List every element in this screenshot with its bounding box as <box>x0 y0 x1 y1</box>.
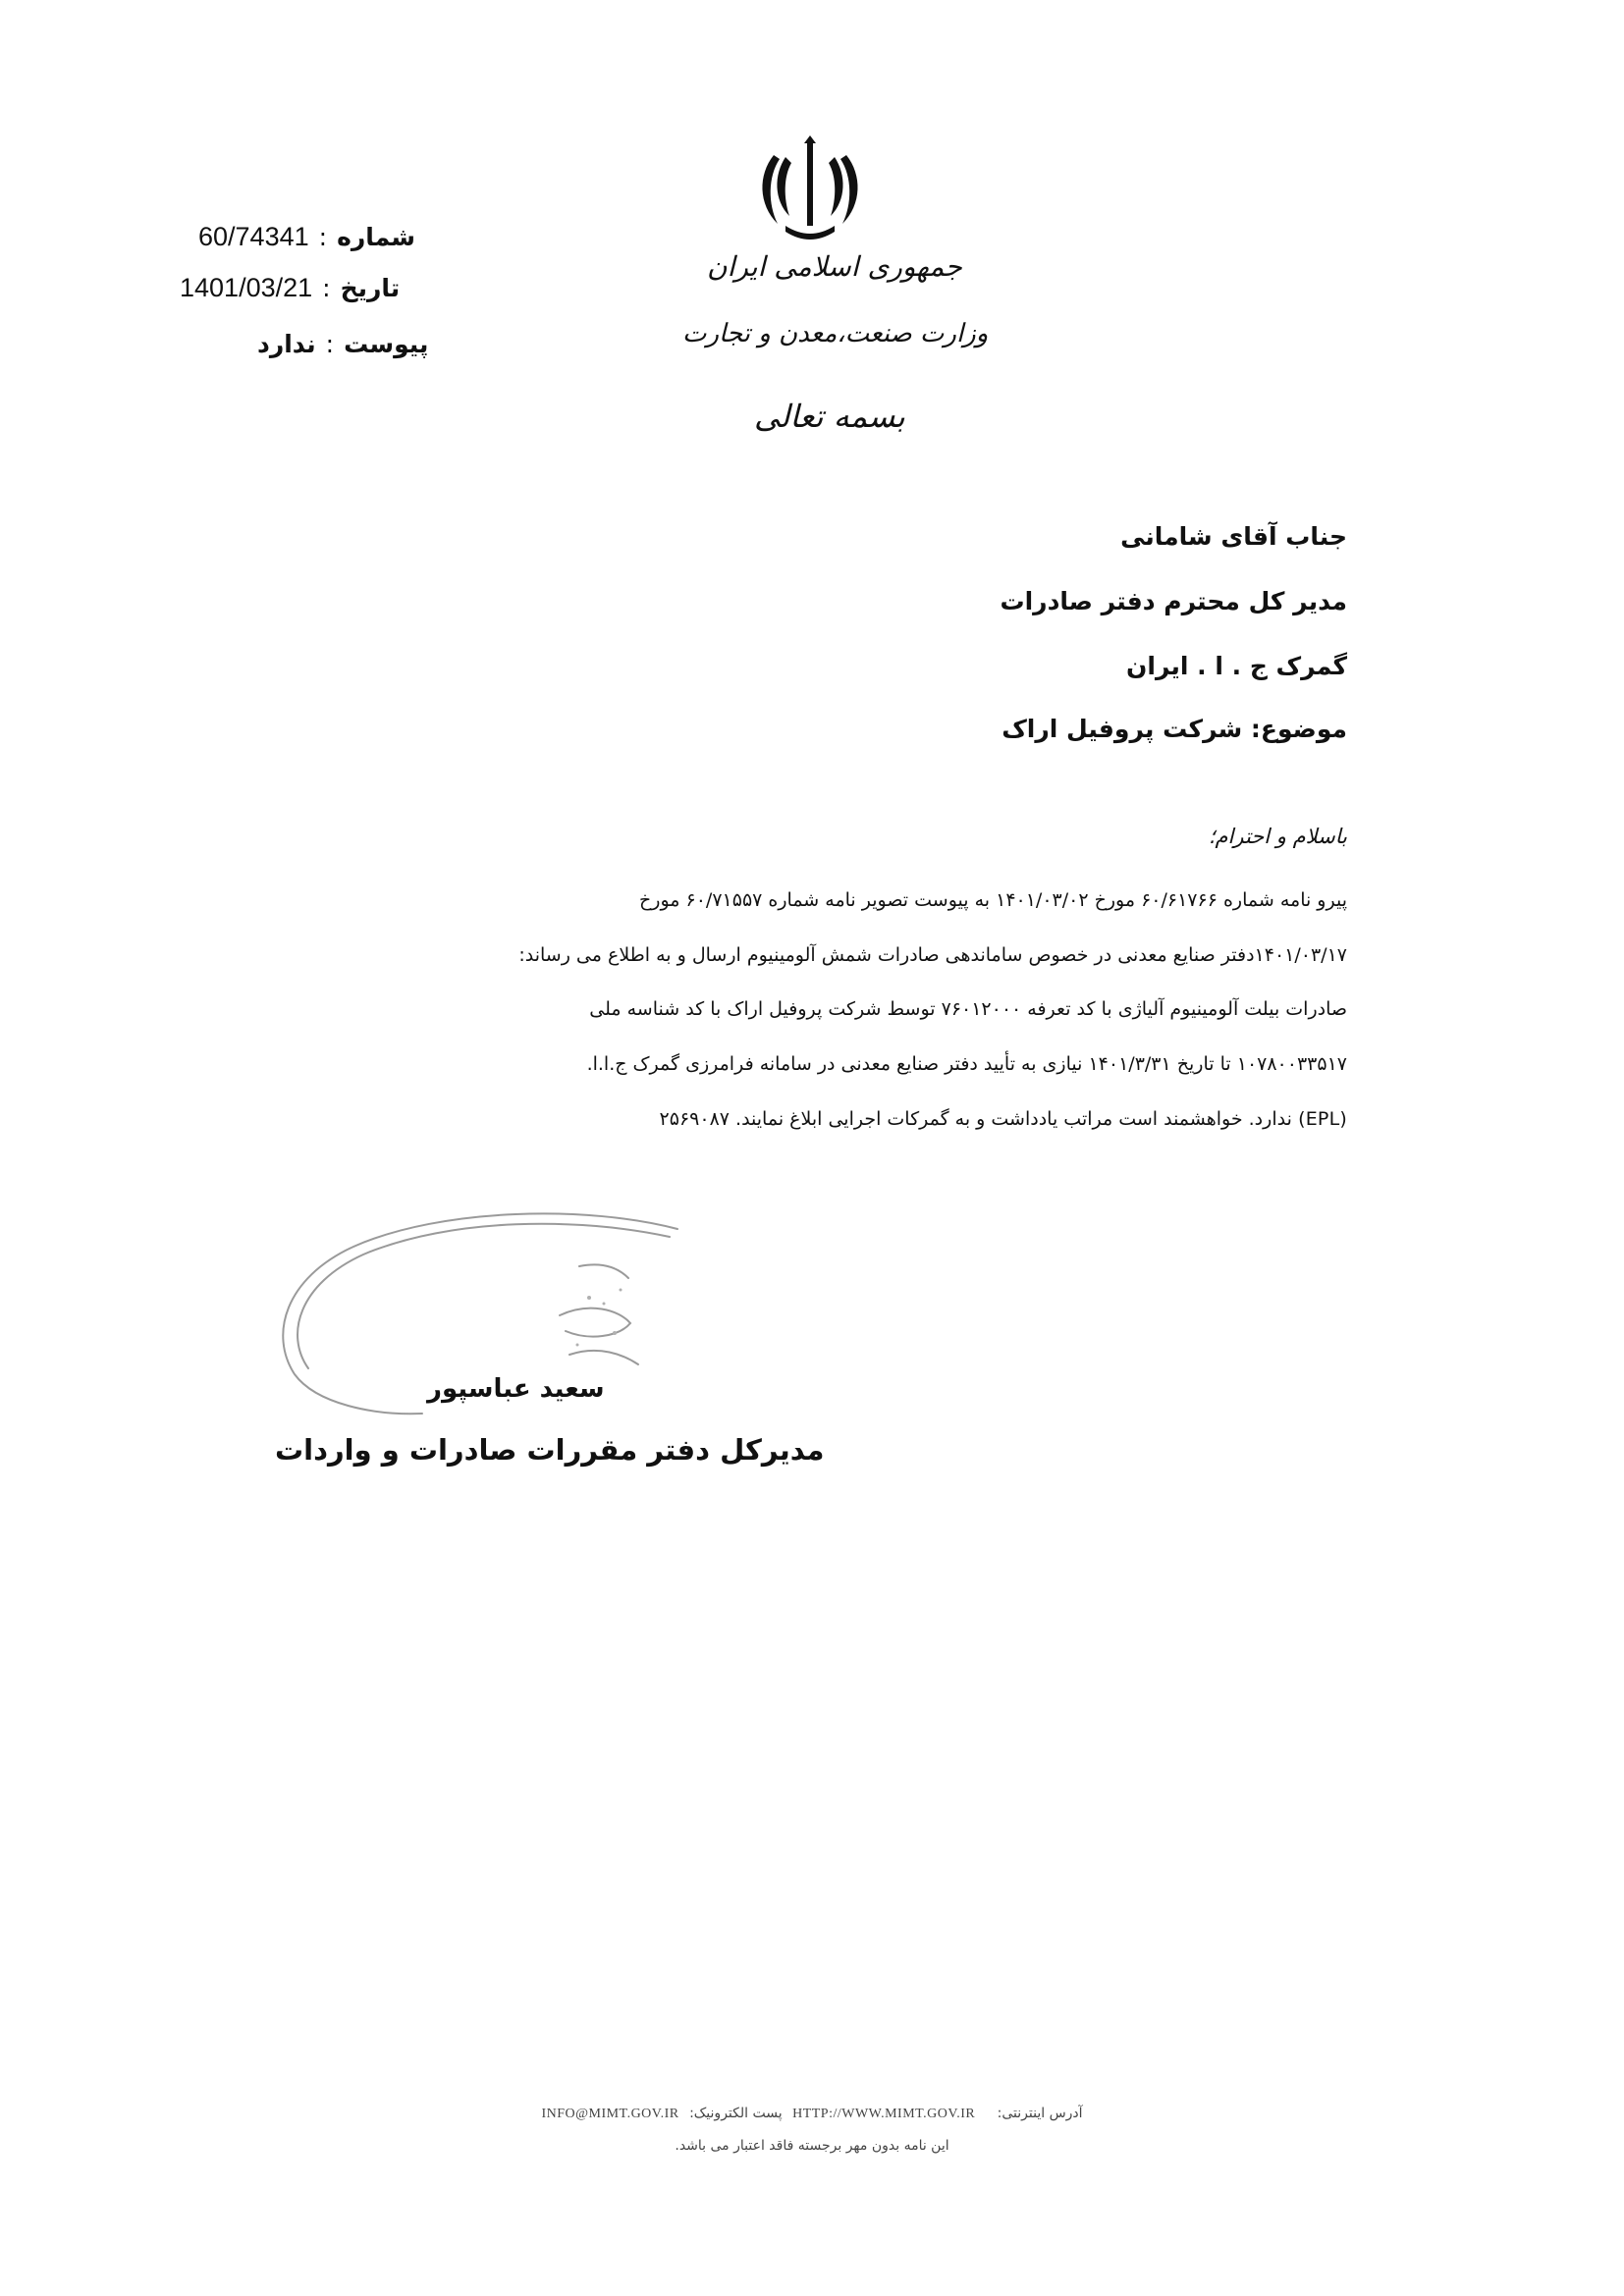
body-line: (EPL) ندارد. خواهشمند است مراتب یادداشت و به گمرکات اجرایی ابلاغ نمایند. ۲۵۶۹۰۸۷ <box>659 1108 1347 1130</box>
letter-date-label: تاریخ <box>340 274 401 302</box>
attachment-row <box>257 330 428 358</box>
letter-number-label: شماره <box>337 223 415 251</box>
body-line: پیرو نامه شماره ۶۰/۶۱۷۶۶ مورخ ۱۴۰۱/۰۳/۰۲ به پیوست تصویر نامه شماره ۶۰/۷۱۵۵۷ مورخ <box>639 889 1347 911</box>
separator: : <box>325 330 335 358</box>
website-link[interactable]: HTTP://WWW.MIMT.GOV.IR <box>792 2107 976 2121</box>
attachment-value: ندارد <box>257 330 316 358</box>
body-line: ۱۴۰۱/۰۳/۱۷دفتر صنایع معدنی در خصوص ساماندهی صادرات شمش آلومینیوم ارسال و به اطلاع می رساند: <box>518 944 1347 966</box>
letter-date-row <box>180 273 400 303</box>
separator: : <box>322 274 331 302</box>
attachment-label: پیوست <box>344 330 429 358</box>
iran-emblem-icon <box>756 135 864 243</box>
email-label: پست الکترونیک: <box>689 2106 783 2121</box>
addressee-organization: گمرک ج . ا . ایران <box>1126 652 1347 680</box>
letter-subject: موضوع: شرکت پروفیل اراک <box>1001 715 1347 743</box>
validity-note: این نامه بدون مهر برجسته فاقد اعتبار می باشد. <box>675 2138 949 2154</box>
body-line: صادرات بیلت آلومینیوم آلیاژی با کد تعرفه ۷۶۰۱۲۰۰۰ توسط شرکت پروفیل اراک با کد شناسه ملی <box>589 998 1347 1020</box>
website-label: آدرس اینترنتی: <box>997 2106 1083 2121</box>
salutation: باسلام و احترام؛ <box>1208 825 1347 848</box>
email-link[interactable]: INFO@MIMT.GOV.IR <box>541 2107 679 2121</box>
separator: : <box>318 223 328 251</box>
signatory-title: مدیرکل دفتر مقررات صادرات و واردات <box>275 1433 825 1467</box>
addressee-position: مدیر کل محترم دفتر صادرات <box>1000 587 1347 615</box>
invocation-heading: بسمه تعالی <box>754 398 905 435</box>
addressee-name: جناب آقای شامانی <box>1120 522 1347 551</box>
letter-number-row <box>198 222 415 252</box>
signature-scribble-icon <box>265 1207 687 1463</box>
footer-contact <box>0 2106 1624 2122</box>
letter-number-value: 60/74341 <box>198 222 309 251</box>
letter-date-value: 1401/03/21 <box>180 273 313 302</box>
republic-heading: جمهوری اسلامی ایران <box>707 250 962 283</box>
ministry-heading: وزارت صنعت،معدن و تجارت <box>682 319 989 348</box>
signatory-name: سعید عباسپور <box>427 1374 605 1404</box>
body-line: ۱۰۷۸۰۰۳۳۵۱۷ تا تاریخ ۱۴۰۱/۳/۳۱ نیازی به تأیید دفتر صنایع معدنی در سامانه فرامرزی گمرک ج.ا.ا. <box>586 1053 1347 1075</box>
